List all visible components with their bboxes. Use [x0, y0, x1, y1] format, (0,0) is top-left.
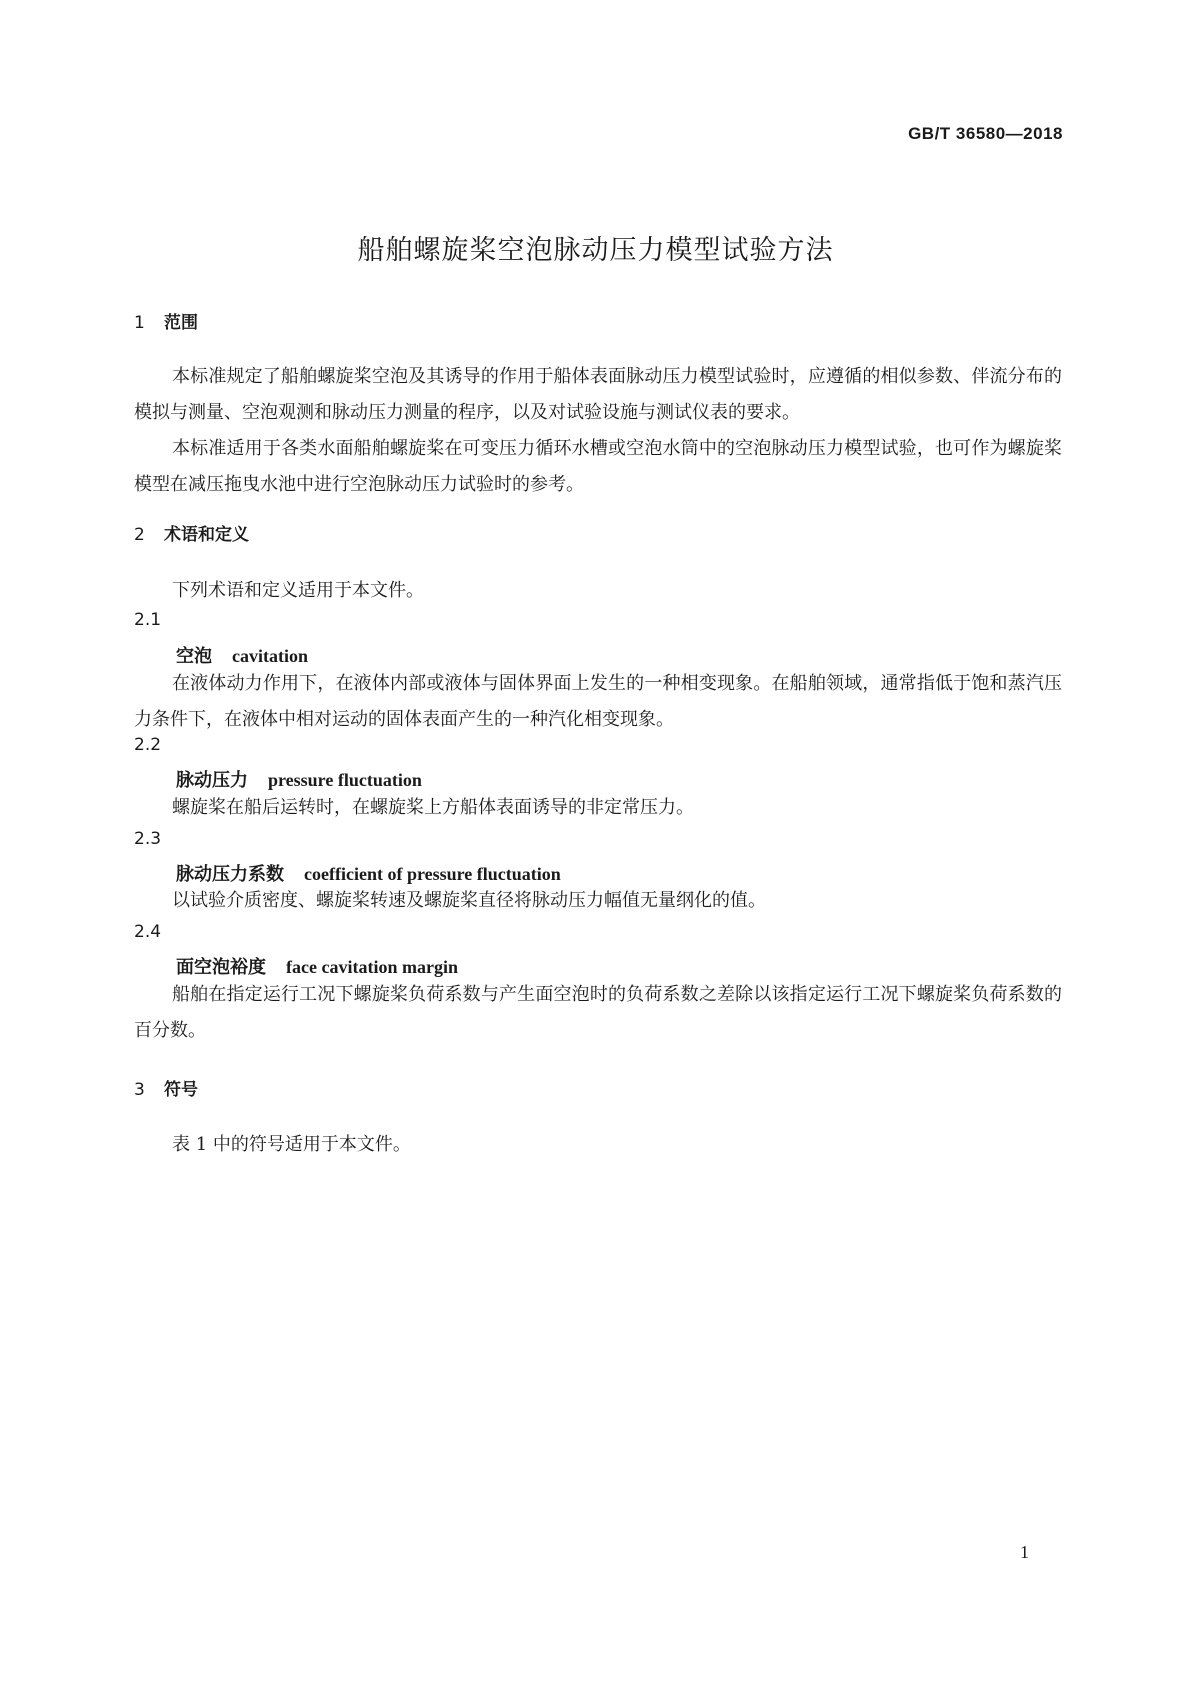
term-en: face cavitation margin — [286, 957, 458, 977]
term-number: 2.2 — [134, 735, 162, 755]
section-number: 3 — [134, 1080, 145, 1100]
term-zh: 脉动压力系数 — [176, 864, 284, 885]
section-2-heading — [134, 520, 249, 545]
term-zh: 脉动压力 — [176, 770, 248, 791]
term-definition: 船舶在指定运行工况下螺旋桨负荷系数与产生面空泡时的负荷系数之差除以该指定运行工况下螺旋桨负荷系数的百分数。 — [134, 984, 1062, 1041]
section-title: 范围 — [164, 313, 198, 333]
term-2-4 — [176, 953, 458, 979]
term-en: cavitation — [232, 646, 308, 666]
section-3-paragraph: 表 1 中的符号适用于本文件。 — [172, 1134, 411, 1155]
section-title: 符号 — [164, 1080, 198, 1100]
section-1-heading — [134, 308, 198, 333]
section-number: 2 — [134, 525, 145, 545]
section-1-paragraph-2: 本标准适用于各类水面船舶螺旋桨在可变压力循环水槽或空泡水筒中的空泡脉动压力模型试验，也可作为螺旋桨模型在减压拖曳水池中进行空泡脉动压力试验时的参考。 — [134, 438, 1062, 495]
section-3-heading — [134, 1075, 198, 1100]
term-number: 2.1 — [134, 610, 162, 630]
term-number: 2.3 — [134, 829, 162, 849]
term-en: pressure fluctuation — [268, 770, 422, 790]
section-1-paragraph-1: 本标准规定了船舶螺旋桨空泡及其诱导的作用于船体表面脉动压力模型试验时，应遵循的相似参数、伴流分布的模拟与测量、空泡观测和脉动压力测量的程序，以及对试验设施与测试仪表的要求。 — [134, 366, 1062, 423]
term-zh: 面空泡裕度 — [176, 957, 266, 978]
term-definition: 在液体动力作用下，在液体内部或液体与固体界面上发生的一种相变现象。在船舶领域，通常指低于饱和蒸汽压力条件下，在液体中相对运动的固体表面产生的一种汽化相变现象。 — [134, 673, 1062, 730]
term-2-1 — [176, 642, 308, 668]
section-2-intro: 下列术语和定义适用于本文件。 — [172, 580, 424, 601]
page-number: 1 — [1020, 1542, 1029, 1562]
section-number: 1 — [134, 313, 145, 333]
standard-code: GB/T 36580—2018 — [908, 124, 1063, 143]
term-number: 2.4 — [134, 922, 162, 942]
section-title: 术语和定义 — [164, 525, 249, 545]
document-title: 船舶螺旋桨空泡脉动压力模型试验方法 — [357, 235, 834, 266]
term-definition: 以试验介质密度、螺旋桨转速及螺旋桨直径将脉动压力幅值无量纲化的值。 — [172, 890, 766, 911]
term-en: coefficient of pressure fluctuation — [304, 864, 561, 884]
term-zh: 空泡 — [176, 646, 212, 667]
term-2-2 — [176, 766, 422, 792]
term-definition: 螺旋桨在船后运转时，在螺旋桨上方船体表面诱导的非定常压力。 — [172, 797, 694, 818]
